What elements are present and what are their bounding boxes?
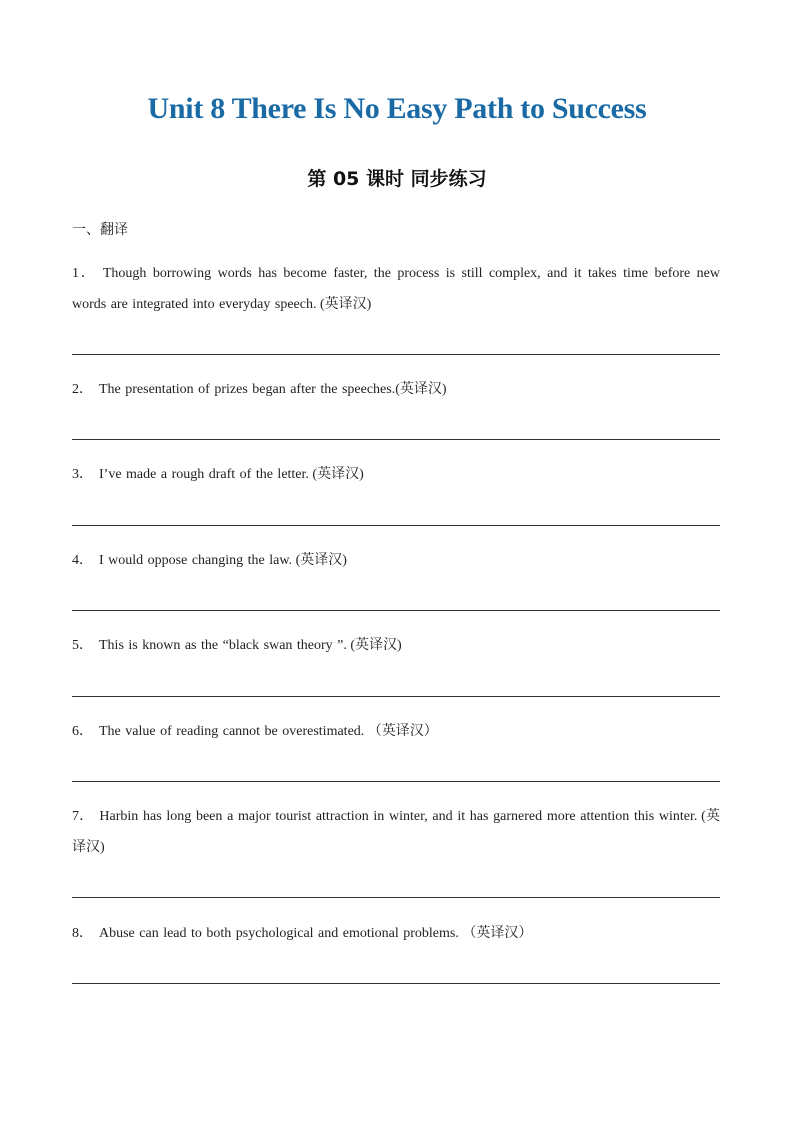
answer-line-1[interactable] xyxy=(72,354,720,355)
question-text: The value of reading cannot be overestimated. xyxy=(99,724,365,739)
page-title: Unit 8 There Is No Easy Path to Success xyxy=(147,92,647,125)
question-6 xyxy=(72,716,720,747)
question-tag: (英译汉) xyxy=(316,297,372,312)
question-7 xyxy=(72,801,720,863)
question-number: 4． xyxy=(72,553,93,568)
section-heading-translation: 一、翻译 xyxy=(72,222,128,238)
question-text: The presentation of prizes began after the speeches. xyxy=(99,382,396,397)
question-text: I’ve made a rough draft of the letter. xyxy=(99,467,309,482)
question-tag: (英译汉) xyxy=(395,382,447,397)
question-number: 7． xyxy=(72,809,94,824)
question-number: 1． xyxy=(72,266,97,281)
question-tag: （英译汉） xyxy=(458,926,533,941)
question-2 xyxy=(72,374,720,405)
answer-line-3[interactable] xyxy=(72,525,720,526)
question-8 xyxy=(72,918,720,949)
answer-line-8[interactable] xyxy=(72,983,720,984)
question-3 xyxy=(72,459,720,490)
question-text: Though borrowing words has become faster, the process is still complex, and it takes time before new words are integrated into everyday speech. xyxy=(72,266,720,312)
question-number: 6． xyxy=(72,724,93,739)
answer-line-5[interactable] xyxy=(72,696,720,697)
lesson-subtitle: 第 05 课时 同步练习 xyxy=(307,168,487,190)
question-text: I would oppose changing the law. xyxy=(99,553,293,568)
question-tag: (英译汉) xyxy=(292,553,347,568)
question-number: 5． xyxy=(72,638,93,653)
question-number: 3． xyxy=(72,467,93,482)
question-number: 8． xyxy=(72,926,93,941)
answer-line-4[interactable] xyxy=(72,610,720,611)
question-text: Abuse can lead to both psychological and emotional problems. xyxy=(99,926,459,941)
answer-line-7[interactable] xyxy=(72,897,720,898)
question-text: This is known as the “black swan theory ”. xyxy=(99,638,347,653)
question-number: 2． xyxy=(72,382,93,397)
question-5 xyxy=(72,630,720,661)
question-tag: (英译汉) xyxy=(308,467,364,482)
question-1 xyxy=(72,258,720,320)
question-4 xyxy=(72,545,720,576)
question-tag: (英译汉) xyxy=(72,809,720,855)
question-tag: （英译汉） xyxy=(364,724,438,739)
question-text: Harbin has long been a major tourist attraction in winter, and it has garnered more attention this winter. xyxy=(99,809,698,824)
answer-line-6[interactable] xyxy=(72,781,720,782)
answer-line-2[interactable] xyxy=(72,439,720,440)
question-tag: (英译汉) xyxy=(346,638,402,653)
